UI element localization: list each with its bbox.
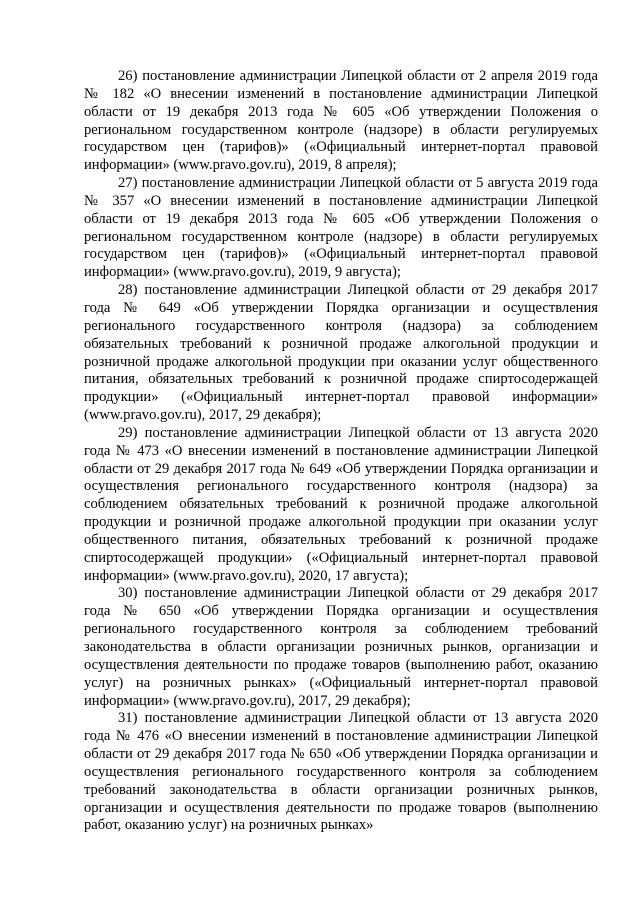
list-item-29: 29) постановление администрации Липецкой области от 13 августа 2020 года № 473 «О внесении изменений в постановление администрации Липецкой области от 29 декабря 2017 года № 649 «Об утверждении Порядка организации и осуществления регионального государственного контроля (надзора) за соблюдением обязательных требований к розничной продаже алкогольной продукции и розничной продаже алкогольной продукции при оказании услуг общественного питания, обязательных требований к розничной продаже спиртосодержащей продукции» («Официальный интернет-портал правовой информации» (www.pravo.gov.ru), 2020, 17 августа);	[84, 424, 598, 584]
list-item-27: 27) постановление администрации Липецкой области от 5 августа 2019 года № 357 «О внесении изменений в постановление администрации Липецкой области от 19 декабря 2013 года № 605 «Об утверждении Положения о региональном государственном контроле (надзоре) в области регулируемых государством цен (тарифов)» («Официальный интернет-портал правовой информации» (www.pravo.gov.ru), 2019, 9 августа);	[84, 175, 598, 281]
list-item-31: 31) постановление администрации Липецкой области от 13 августа 2020 года № 476 «О внесении изменений в постановление администрации Липецкой области от 29 декабря 2017 года № 650 «Об утверждении Порядка организации и осуществления регионального государственного контроля за соблюдением требований законодательства в области организации розничных рынков, организации и осуществления деятельности по продаже товаров (выполнению работ, оказанию услуг) на розничных рынках»	[84, 710, 598, 834]
list-item-28: 28) постановление администрации Липецкой области от 29 декабря 2017 года № 649 «Об утверждении Порядка организации и осуществления регионального государственного контроля (надзора) за соблюдением обязательных требований к розничной продаже алкогольной продукции и розничной продаже алкогольной продукции при оказании услуг общественного питания, обязательных требований к розничной продаже спиртосодержащей продукции» («Официальный интернет-портал правовой информации» (www.pravo.gov.ru), 2017, 29 декабря);	[84, 282, 598, 424]
list-item-30: 30) постановление администрации Липецкой области от 29 декабря 2017 года № 650 «Об утверждении Порядка организации и осуществления регионального государственного контроля за соблюдением требований законодательства в области организации розничных рынков, организации и осуществления деятельности по продаже товаров (выполнению работ, оказанию услуг) на розничных рынках» («Официальный интернет-портал правовой информации» (www.pravo.gov.ru), 2017, 29 декабря);	[84, 585, 598, 709]
document-page	[84, 68, 598, 835]
list-item-26: 26) постановление администрации Липецкой области от 2 апреля 2019 года № 182 «О внесении изменений в постановление администрации Липецкой области от 19 декабря 2013 года № 605 «Об утверждении Положения о региональном государственном контроле (надзоре) в области регулируемых государством цен (тарифов)» («Официальный интернет-портал правовой информации» (www.pravo.gov.ru), 2019, 8 апреля);	[84, 68, 598, 174]
